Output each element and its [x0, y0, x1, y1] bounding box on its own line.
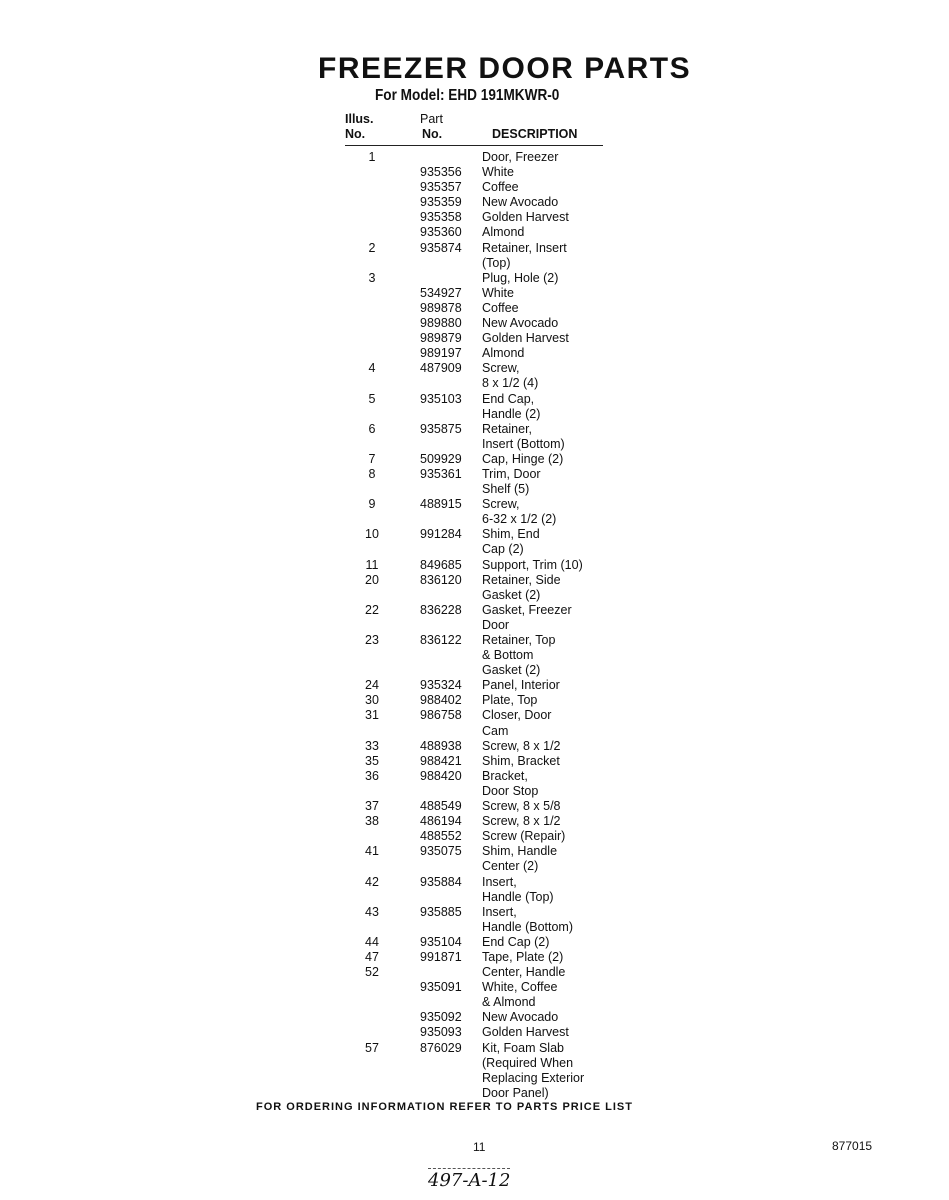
description: Almond	[482, 346, 525, 361]
part-no: 989878	[420, 300, 462, 315]
model-subtitle: For Model: EHD 191MKWR-0	[375, 87, 560, 104]
document-number: 877015	[832, 1139, 873, 1153]
header-rule	[345, 145, 603, 146]
header-illus-line1: Illus.	[345, 112, 374, 126]
part-no: 849685	[420, 557, 462, 572]
illus-no: 57	[365, 1040, 379, 1055]
illus-no: 10	[365, 527, 379, 542]
part-no: 488552	[420, 829, 462, 844]
part-no: 935093	[420, 1025, 462, 1040]
description: Retainer, Top	[482, 633, 556, 647]
part-no: 836122	[420, 633, 462, 647]
table-row	[340, 1086, 640, 1101]
illus-no: 4	[368, 361, 376, 376]
description: White	[482, 165, 514, 180]
description: Gasket, Freezer	[482, 602, 572, 617]
illus-no: 42	[365, 874, 379, 889]
illus-no: 2	[368, 240, 376, 255]
table-row	[340, 708, 640, 723]
part-no: 989879	[420, 331, 462, 346]
table-row	[340, 407, 640, 422]
description: (Top)	[482, 255, 511, 270]
part-no: 836228	[420, 602, 462, 617]
page-number: 11	[473, 1140, 486, 1154]
parts-table	[340, 150, 640, 1101]
description: 8 x 1/2 (4)	[482, 376, 539, 391]
table-row	[340, 663, 640, 678]
table-row	[340, 452, 640, 467]
part-no: 488915	[420, 497, 462, 512]
description: Door Stop	[482, 783, 539, 798]
table-row	[340, 965, 640, 980]
part-no: 986758	[420, 708, 462, 723]
description: Screw, 8 x 1/2	[482, 814, 561, 829]
description: New Avocado	[482, 1010, 559, 1025]
table-row	[340, 678, 640, 693]
illus-no: 20	[365, 572, 379, 587]
description: White, Coffee	[482, 980, 558, 995]
part-no: 534927	[420, 285, 462, 300]
table-row	[340, 1025, 640, 1040]
table-row	[340, 633, 640, 648]
description: Door Panel)	[482, 1085, 549, 1100]
description: End Cap (2)	[482, 934, 550, 949]
table-row	[340, 588, 640, 603]
illus-no: 5	[368, 391, 376, 406]
table-row	[340, 512, 640, 527]
description: Insert,	[482, 874, 517, 889]
table-row	[340, 784, 640, 799]
part-no: 487909	[420, 361, 462, 376]
illus-no: 30	[365, 693, 379, 708]
description: Panel, Interior	[482, 678, 560, 693]
part-no: 836120	[420, 572, 462, 587]
part-no: 988402	[420, 693, 462, 708]
table-row	[340, 799, 640, 814]
description: New Avocado	[482, 195, 559, 210]
description: Gasket (2)	[482, 663, 541, 678]
table-row	[340, 467, 640, 482]
description: Handle (Bottom)	[482, 919, 574, 934]
illus-no: 44	[365, 934, 379, 949]
table-row	[340, 482, 640, 497]
description: Center, Handle	[482, 965, 566, 980]
ordering-info-footer: FOR ORDERING INFORMATION REFER TO PARTS PRICE LIST	[256, 1101, 633, 1113]
illus-no: 38	[365, 814, 379, 829]
table-row	[340, 497, 640, 512]
illus-no: 41	[365, 844, 379, 859]
table-row	[340, 1071, 640, 1086]
table-row	[340, 437, 640, 452]
part-no: 509929	[420, 451, 462, 466]
table-row	[340, 331, 640, 346]
part-no: 488549	[420, 799, 462, 814]
description: Door, Freezer	[482, 150, 559, 164]
part-no: 989880	[420, 316, 462, 331]
illus-no: 23	[365, 633, 379, 647]
table-row	[340, 1041, 640, 1056]
table-row	[340, 603, 640, 618]
table-row	[340, 769, 640, 784]
table-row	[340, 376, 640, 391]
illus-no: 3	[368, 270, 376, 285]
illus-no: 37	[365, 799, 379, 814]
illus-no: 24	[365, 678, 379, 693]
table-row	[340, 890, 640, 905]
description: New Avocado	[482, 316, 559, 331]
table-row	[340, 814, 640, 829]
illus-no: 43	[365, 904, 379, 919]
description: Plate, Top	[482, 693, 538, 708]
header-illus-line2: No.	[345, 127, 366, 141]
description: Replacing Exterior	[482, 1070, 585, 1085]
part-no: 988421	[420, 753, 462, 768]
illus-no: 33	[365, 738, 379, 753]
part-no: 935324	[420, 678, 462, 693]
table-row	[340, 165, 640, 180]
description: Retainer,	[482, 421, 533, 436]
part-no: 935359	[420, 195, 462, 210]
description: Coffee	[482, 180, 519, 195]
description: (Required When	[482, 1055, 574, 1070]
description: Retainer, Insert	[482, 240, 567, 255]
illus-no: 6	[368, 421, 376, 436]
table-row	[340, 301, 640, 316]
table-row	[340, 920, 640, 935]
illus-no: 1	[368, 150, 376, 164]
part-no: 488938	[420, 738, 462, 753]
table-row	[340, 225, 640, 240]
table-row	[340, 241, 640, 256]
table-row	[340, 754, 640, 769]
description: Shim, End	[482, 527, 540, 542]
illus-no: 36	[365, 768, 379, 783]
illus-no: 47	[365, 949, 379, 964]
table-row	[340, 573, 640, 588]
part-no: 935092	[420, 1010, 462, 1025]
part-no: 935360	[420, 225, 462, 240]
table-row	[340, 346, 640, 361]
table-row	[340, 316, 640, 331]
table-row	[340, 256, 640, 271]
description: Screw (Repair)	[482, 829, 566, 844]
description: Closer, Door	[482, 708, 552, 723]
description: Handle (2)	[482, 406, 541, 421]
table-row	[340, 210, 640, 225]
table-row	[340, 527, 640, 542]
table-row	[340, 829, 640, 844]
description: & Almond	[482, 995, 536, 1010]
part-no: 935103	[420, 391, 462, 406]
description: Bracket,	[482, 768, 528, 783]
table-row	[340, 195, 640, 210]
illus-no: 52	[365, 965, 379, 980]
description: Cap (2)	[482, 542, 524, 557]
table-row	[340, 286, 640, 301]
table-row	[340, 618, 640, 633]
description: Cam	[482, 723, 509, 738]
description: Almond	[482, 225, 525, 240]
description: Trim, Door	[482, 466, 541, 481]
part-no: 935091	[420, 980, 462, 995]
table-row	[340, 648, 640, 663]
page-title: FREEZER DOOR PARTS	[318, 52, 692, 85]
header-part-line2: No.	[422, 127, 443, 141]
part-no: 991871	[420, 949, 462, 964]
description: Handle (Top)	[482, 889, 554, 904]
description: & Bottom	[482, 648, 534, 663]
table-row	[340, 844, 640, 859]
part-no: 935884	[420, 874, 462, 889]
description: Golden Harvest	[482, 210, 569, 225]
part-no: 935885	[420, 904, 462, 919]
table-row	[340, 180, 640, 195]
part-no: 876029	[420, 1040, 462, 1055]
description: Shim, Bracket	[482, 753, 560, 768]
handwritten-note: 497-A-12	[428, 1170, 511, 1191]
description: Insert (Bottom)	[482, 436, 565, 451]
table-row	[340, 542, 640, 557]
table-row	[340, 724, 640, 739]
table-row	[340, 739, 640, 754]
table-row	[340, 422, 640, 437]
description: Plug, Hole (2)	[482, 270, 559, 285]
part-no: 935361	[420, 466, 462, 481]
description: Gasket (2)	[482, 587, 541, 602]
part-no: 935075	[420, 844, 462, 859]
table-row	[340, 558, 640, 573]
part-no: 935357	[420, 180, 462, 195]
table-row	[340, 392, 640, 407]
description: 6-32 x 1/2 (2)	[482, 512, 557, 527]
part-no: 935875	[420, 421, 462, 436]
description: Retainer, Side	[482, 572, 561, 587]
description: Screw,	[482, 497, 520, 512]
description: Golden Harvest	[482, 1025, 569, 1040]
illus-no: 35	[365, 753, 379, 768]
description: White	[482, 285, 514, 300]
description: Shelf (5)	[482, 482, 530, 497]
table-row	[340, 271, 640, 286]
part-no: 935358	[420, 210, 462, 225]
illus-no: 11	[365, 557, 379, 572]
description: Screw, 8 x 1/2	[482, 738, 561, 753]
illus-no: 22	[365, 602, 379, 617]
description: Insert,	[482, 904, 517, 919]
description: Screw,	[482, 361, 520, 376]
table-row	[340, 361, 640, 376]
illus-no: 9	[368, 497, 376, 512]
part-no: 989197	[420, 346, 462, 361]
table-row	[340, 150, 640, 165]
header-part-line1: Part	[420, 112, 443, 126]
description: Kit, Foam Slab	[482, 1040, 564, 1055]
part-no: 988420	[420, 768, 462, 783]
table-row	[340, 693, 640, 708]
part-no: 991284	[420, 527, 462, 542]
table-row	[340, 980, 640, 995]
table-row	[340, 995, 640, 1010]
description: Tape, Plate (2)	[482, 949, 564, 964]
table-row	[340, 950, 640, 965]
part-no: 935874	[420, 240, 462, 255]
description: Shim, Handle	[482, 844, 558, 859]
table-row	[340, 905, 640, 920]
description: Coffee	[482, 300, 519, 315]
part-no: 935356	[420, 165, 462, 180]
description: End Cap,	[482, 391, 535, 406]
description: Support, Trim (10)	[482, 557, 583, 572]
description: Cap, Hinge (2)	[482, 451, 564, 466]
illus-no: 31	[365, 708, 379, 723]
table-row	[340, 875, 640, 890]
table-row	[340, 1056, 640, 1071]
part-no: 935104	[420, 934, 462, 949]
table-row	[340, 935, 640, 950]
description: Center (2)	[482, 859, 539, 874]
description: Screw, 8 x 5/8	[482, 799, 561, 814]
description: Door	[482, 617, 510, 632]
table-row	[340, 1010, 640, 1025]
table-row	[340, 859, 640, 874]
part-no: 486194	[420, 814, 462, 829]
header-description: DESCRIPTION	[492, 127, 578, 141]
description: Golden Harvest	[482, 331, 569, 346]
illus-no: 8	[368, 466, 376, 481]
illus-no: 7	[368, 451, 376, 466]
